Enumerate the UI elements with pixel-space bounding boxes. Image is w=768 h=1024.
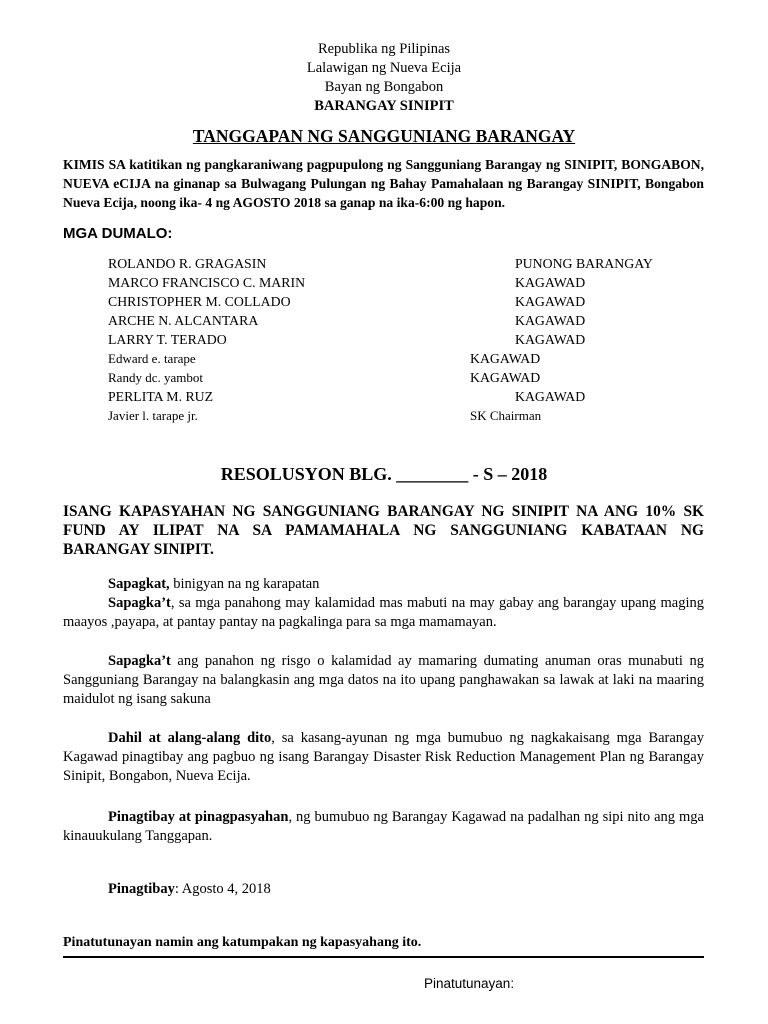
attendee-position: KAGAWAD [515, 332, 586, 347]
paragraph-lead: Pinagtibay at pinagpasyahan [108, 809, 289, 825]
paragraph-lead: Sapagkat, [108, 576, 170, 592]
attendee-position: KAGAWAD [515, 389, 586, 404]
paragraph-text: ang panahon ng risgo o kalamidad ay mamaring dumating anuman oras munabuti ng Sangguniang Barangay na balangkasin ang mga datos na ito upang panghawakan sa lawak at laki na maaring maidulot ng isang sakuna [63, 653, 704, 707]
attendee-position: KAGAWAD [515, 294, 586, 309]
attendee-position: SK Chairman [470, 408, 542, 423]
paragraph-text: : Agosto 4, 2018 [174, 881, 271, 897]
attendee-name: Edward e. tarape [108, 351, 196, 366]
attendee-name: CHRISTOPHER M. COLLADO [108, 294, 291, 309]
paragraph-lead: Sapagka’t [108, 595, 171, 611]
paragraph-text: binigyan na ng karapatan [169, 576, 320, 592]
attendee-name: ARCHE N. ALCANTARA [108, 313, 259, 328]
paragraph-lead: Sapagka’t [108, 653, 171, 669]
intro-paragraph: KIMIS SA katitikan ng pangkaraniwang pagpupulong ng Sangguniang Barangay ng SINIPIT, BONGABON, NUEVA eCIJA na ginanap sa Bulwagang Pulungan ng Bahay Pamahalaan ng Barangay SINIPIT, Bongabon Nueva Ecija, noong ika- 4 ng AGOSTO 2018 sa ganap na ika-6:00 ng hapon. [63, 157, 704, 210]
document-header [0, 40, 768, 116]
horizontal-rule [63, 956, 704, 958]
attendee-name: ROLANDO R. GRAGASIN [108, 256, 267, 271]
whereas-paragraph [63, 575, 704, 594]
resolved-paragraph [63, 729, 704, 786]
paragraph-text: , sa kasang-ayunan ng mga bumubuo ng nagkakaisang mga Barangay Kagawad pinagtibay ang pagbuo ng isang Barangay Disaster Risk Reduction Management Plan ng Barangay Sinipit, Bongabon, Nueva Ecija. [63, 730, 704, 784]
paragraph-lead: Pinagtibay [108, 881, 175, 897]
attendee-name: Randy dc. yambot [108, 370, 203, 385]
approval-date [63, 880, 704, 899]
attendee-name: LARRY T. TERADO [108, 332, 227, 347]
republic-line: Republika ng Pilipinas [317, 41, 451, 57]
whereas-paragraph [63, 652, 704, 709]
paragraph-text: , sa mga panahong may kalamidad mas mabuti na may gabay ang barangay upang maging maayos ,payapa, at pantay pantay na pagkalinga para sa mga mamamayan. [63, 595, 704, 630]
attendee-name: PERLITA M. RUZ [108, 389, 214, 404]
attendees-heading: MGA DUMALO: [63, 225, 173, 242]
paragraph-text: , ng bumubuo ng Barangay Kagawad na padalhan ng sipi nito ang mga kinauukulang Tanggapan. [63, 809, 704, 844]
approved-paragraph [63, 808, 704, 846]
barangay-line: BARANGAY SINIPIT [314, 98, 454, 114]
resolution-title: ISANG KAPASYAHAN NG SANGGUNIANG BARANGAY NG SINIPIT NA ANG 10% SK FUND AY ILIPAT NA SA PAMAMAHALA NG SANGGUNIANG KABATAAN NG BARANGAY SINIPIT. [63, 503, 704, 558]
attendee-position: KAGAWAD [515, 275, 586, 290]
attendee-name: Javier l. tarape jr. [108, 408, 198, 423]
attendee-position: KAGAWAD [515, 313, 586, 328]
attested-label: Pinatutunayan: [424, 976, 515, 991]
province-line: Lalawigan ng Nueva Ecija [306, 60, 462, 76]
municipality-line: Bayan ng Bongabon [324, 79, 444, 95]
resolution-number: RESOLUSYON BLG. ________ - S – 2018 [220, 464, 548, 484]
whereas-paragraph [63, 594, 704, 632]
certification-statement: Pinatutunayan namin ang katumpakan ng kapasyahang ito. [63, 935, 422, 950]
attendee-position: KAGAWAD [470, 370, 541, 385]
attendee-position: KAGAWAD [470, 351, 541, 366]
attendee-name: MARCO FRANCISCO C. MARIN [108, 275, 306, 290]
paragraph-lead: Dahil at alang-alang dito [108, 730, 272, 746]
attendee-position: PUNONG BARANGAY [515, 256, 653, 271]
office-title: TANGGAPAN NG SANGGUNIANG BARANGAY [192, 126, 576, 146]
